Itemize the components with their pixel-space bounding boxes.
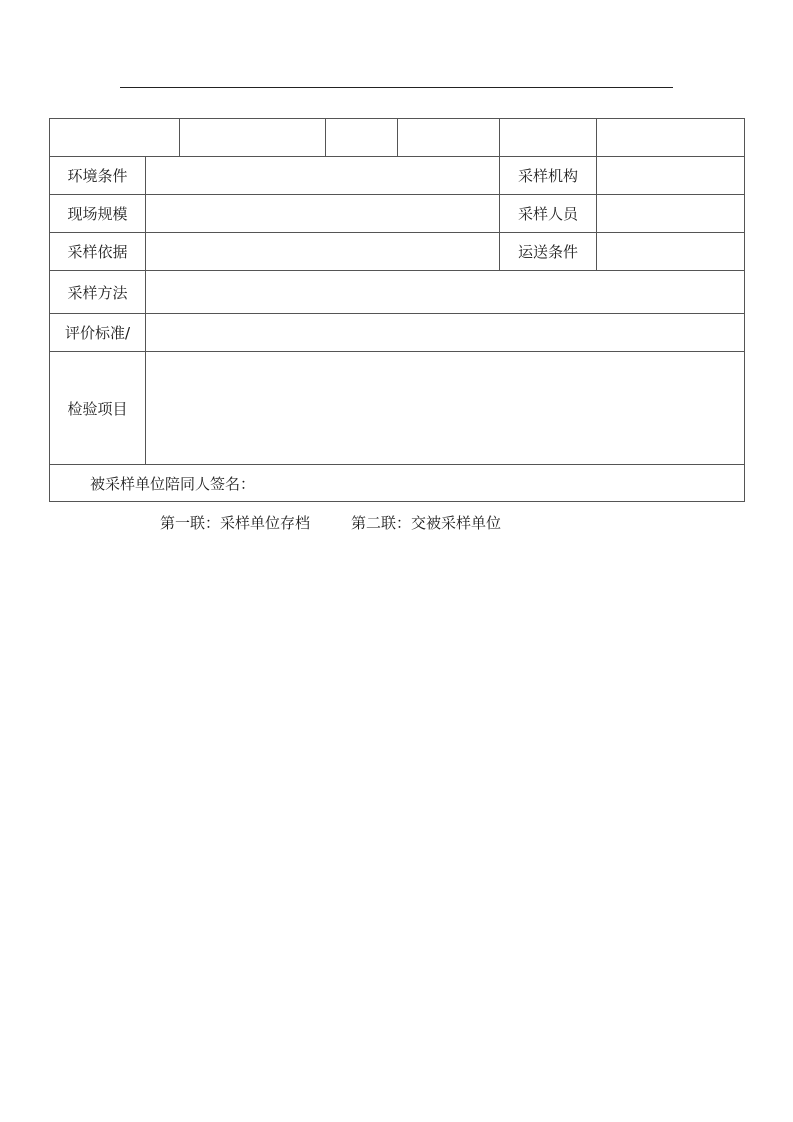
sampling-agency-label: 采样机构 [500, 157, 597, 195]
sampling-basis-value [146, 233, 500, 271]
transport-value [597, 233, 745, 271]
environment-label: 环境条件 [50, 157, 146, 195]
sampling-basis-label: 采样依据 [50, 233, 146, 271]
table-row-header [50, 119, 745, 157]
sampling-method-label: 采样方法 [50, 271, 146, 314]
transport-label: 运送条件 [500, 233, 597, 271]
sampling-staff-value [597, 195, 745, 233]
escort-signature-label: 被采样单位陪同人签名： [50, 465, 745, 502]
header-cell-2 [180, 119, 326, 157]
site-scale-value [146, 195, 500, 233]
table-row [50, 465, 745, 502]
table-row [50, 314, 745, 352]
header-cell-4 [398, 119, 500, 157]
header-cell-3 [326, 119, 398, 157]
copy-one-note: 第一联：采样单位存档 [160, 514, 311, 532]
test-items-label: 检验项目 [50, 352, 146, 465]
table-row [50, 352, 745, 465]
table-row [50, 195, 745, 233]
table-row [50, 157, 745, 195]
evaluation-standard-value [146, 314, 745, 352]
test-items-value [146, 352, 745, 465]
sampling-form-table [49, 118, 745, 502]
environment-value [146, 157, 500, 195]
sampling-agency-value [597, 157, 745, 195]
sampling-method-value [146, 271, 745, 314]
header-cell-6 [597, 119, 745, 157]
site-scale-label: 现场规模 [50, 195, 146, 233]
header-rule [120, 87, 673, 88]
table-row [50, 271, 745, 314]
table-row [50, 233, 745, 271]
copy-two-note: 第二联：交被采样单位 [351, 514, 502, 532]
header-cell-5 [500, 119, 597, 157]
sampling-staff-label: 采样人员 [500, 195, 597, 233]
evaluation-standard-label: 评价标准/ [50, 314, 146, 352]
header-cell-1 [50, 119, 180, 157]
